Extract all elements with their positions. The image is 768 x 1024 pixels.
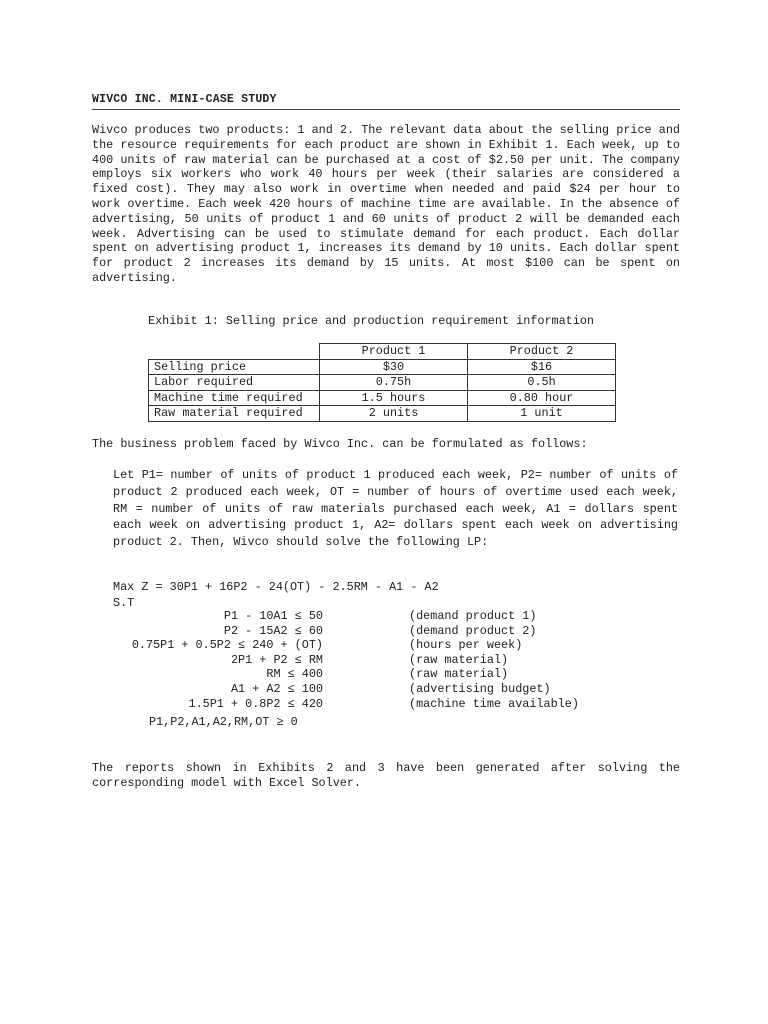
constraint-expression: 0.75P1 + 0.5P2 ≤ 240 + (OT) [131,638,323,653]
table-header-product-2: Product 2 [468,344,616,360]
formulation-lead: The business problem faced by Wivco Inc. can be formulated as follows: [92,437,588,451]
cell-product-1: 0.75h [320,375,468,391]
table-header-row [149,344,616,360]
table-row [149,406,616,422]
exhibit-caption: Exhibit 1: Selling price and production requirement information [148,314,594,328]
cell-product-1: 2 units [320,406,468,422]
row-label: Labor required [149,375,320,391]
constraint-note: (advertising budget) [409,681,551,696]
constraint-expression: A1 + A2 ≤ 100 [230,681,323,696]
cell-product-1: 1.5 hours [320,390,468,406]
cell-product-2: 0.80 hour [468,390,616,406]
subject-to-label: S.T [113,596,135,610]
constraint-expression: RM ≤ 400 [266,667,323,682]
title-divider [92,109,680,110]
row-label: Selling price [149,359,320,375]
constraint-note: (demand product 2) [409,623,537,638]
row-label: Machine time required [149,390,320,406]
cell-product-2: $16 [468,359,616,375]
cell-product-2: 0.5h [468,375,616,391]
exhibit-1-table [148,343,616,422]
constraint-note: (hours per week) [409,638,523,653]
constraint-expression: 2P1 + P2 ≤ RM [230,652,323,667]
table-corner-cell [149,344,320,360]
intro-paragraph: Wivco produces two products: 1 and 2. The relevant data about the selling price and the resource requirements for each product are shown in Exhibit 1. Each week, up to 400 units of raw material can be purchased at a cost of $2.50 per unit. The company employs six workers who work 40 hours per week (their salaries are considered a fixed cost). They may also work in overtime when needed and paid $24 per hour to work overtime. Each week 420 hours of machine time are available. In the absence of advertising, 50 units of product 1 and 60 units of product 2 will be demanded each week. Advertising can be used to stimulate demand for each product. Each dollar spent on advertising product 1, increases its demand by 10 units. Each dollar spent for product 2 increases its demand by 15 units. At most $100 can be spent on advertising. [92,123,680,285]
constraint-expression: 1.5P1 + 0.8P2 ≤ 420 [188,696,323,711]
cell-product-2: 1 unit [468,406,616,422]
constraint-note: (demand product 1) [409,609,537,623]
objective-function: Max Z = 30P1 + 16P2 - 24(OT) - 2.5RM - A1 - A2 [113,580,439,594]
closing-paragraph: The reports shown in Exhibits 2 and 3 have been generated after solving the corresponding model with Excel Solver. [92,761,680,790]
variable-definitions: Let P1= number of units of product 1 produced each week, P2= number of units of product 2 produced each week, OT = number of hours of overtime used each week, RM = number of units of raw materials purchased each week, A1 = dollars spent each week on advertising product 1, A2= dollars spent each week on advertising product 2. Then, Wivco should solve the following LP: [113,468,678,550]
constraint-expression: P1 - 10A1 ≤ 50 [223,609,323,623]
table-row [149,375,616,391]
table-row [149,359,616,375]
row-label: Raw material required [149,406,320,422]
constraint-note: (machine time available) [409,696,579,711]
constraint-expression: P2 - 15A2 ≤ 60 [223,623,323,638]
nonnegativity-constraint: P1,P2,A1,A2,RM,OT ≥ 0 [149,715,298,729]
table-row [149,390,616,406]
table-header-product-1: Product 1 [320,344,468,360]
cell-product-1: $30 [320,359,468,375]
document-title: WIVCO INC. MINI-CASE STUDY [92,93,277,106]
constraint-note: (raw material) [409,667,509,682]
constraint-note: (raw material) [409,652,509,667]
